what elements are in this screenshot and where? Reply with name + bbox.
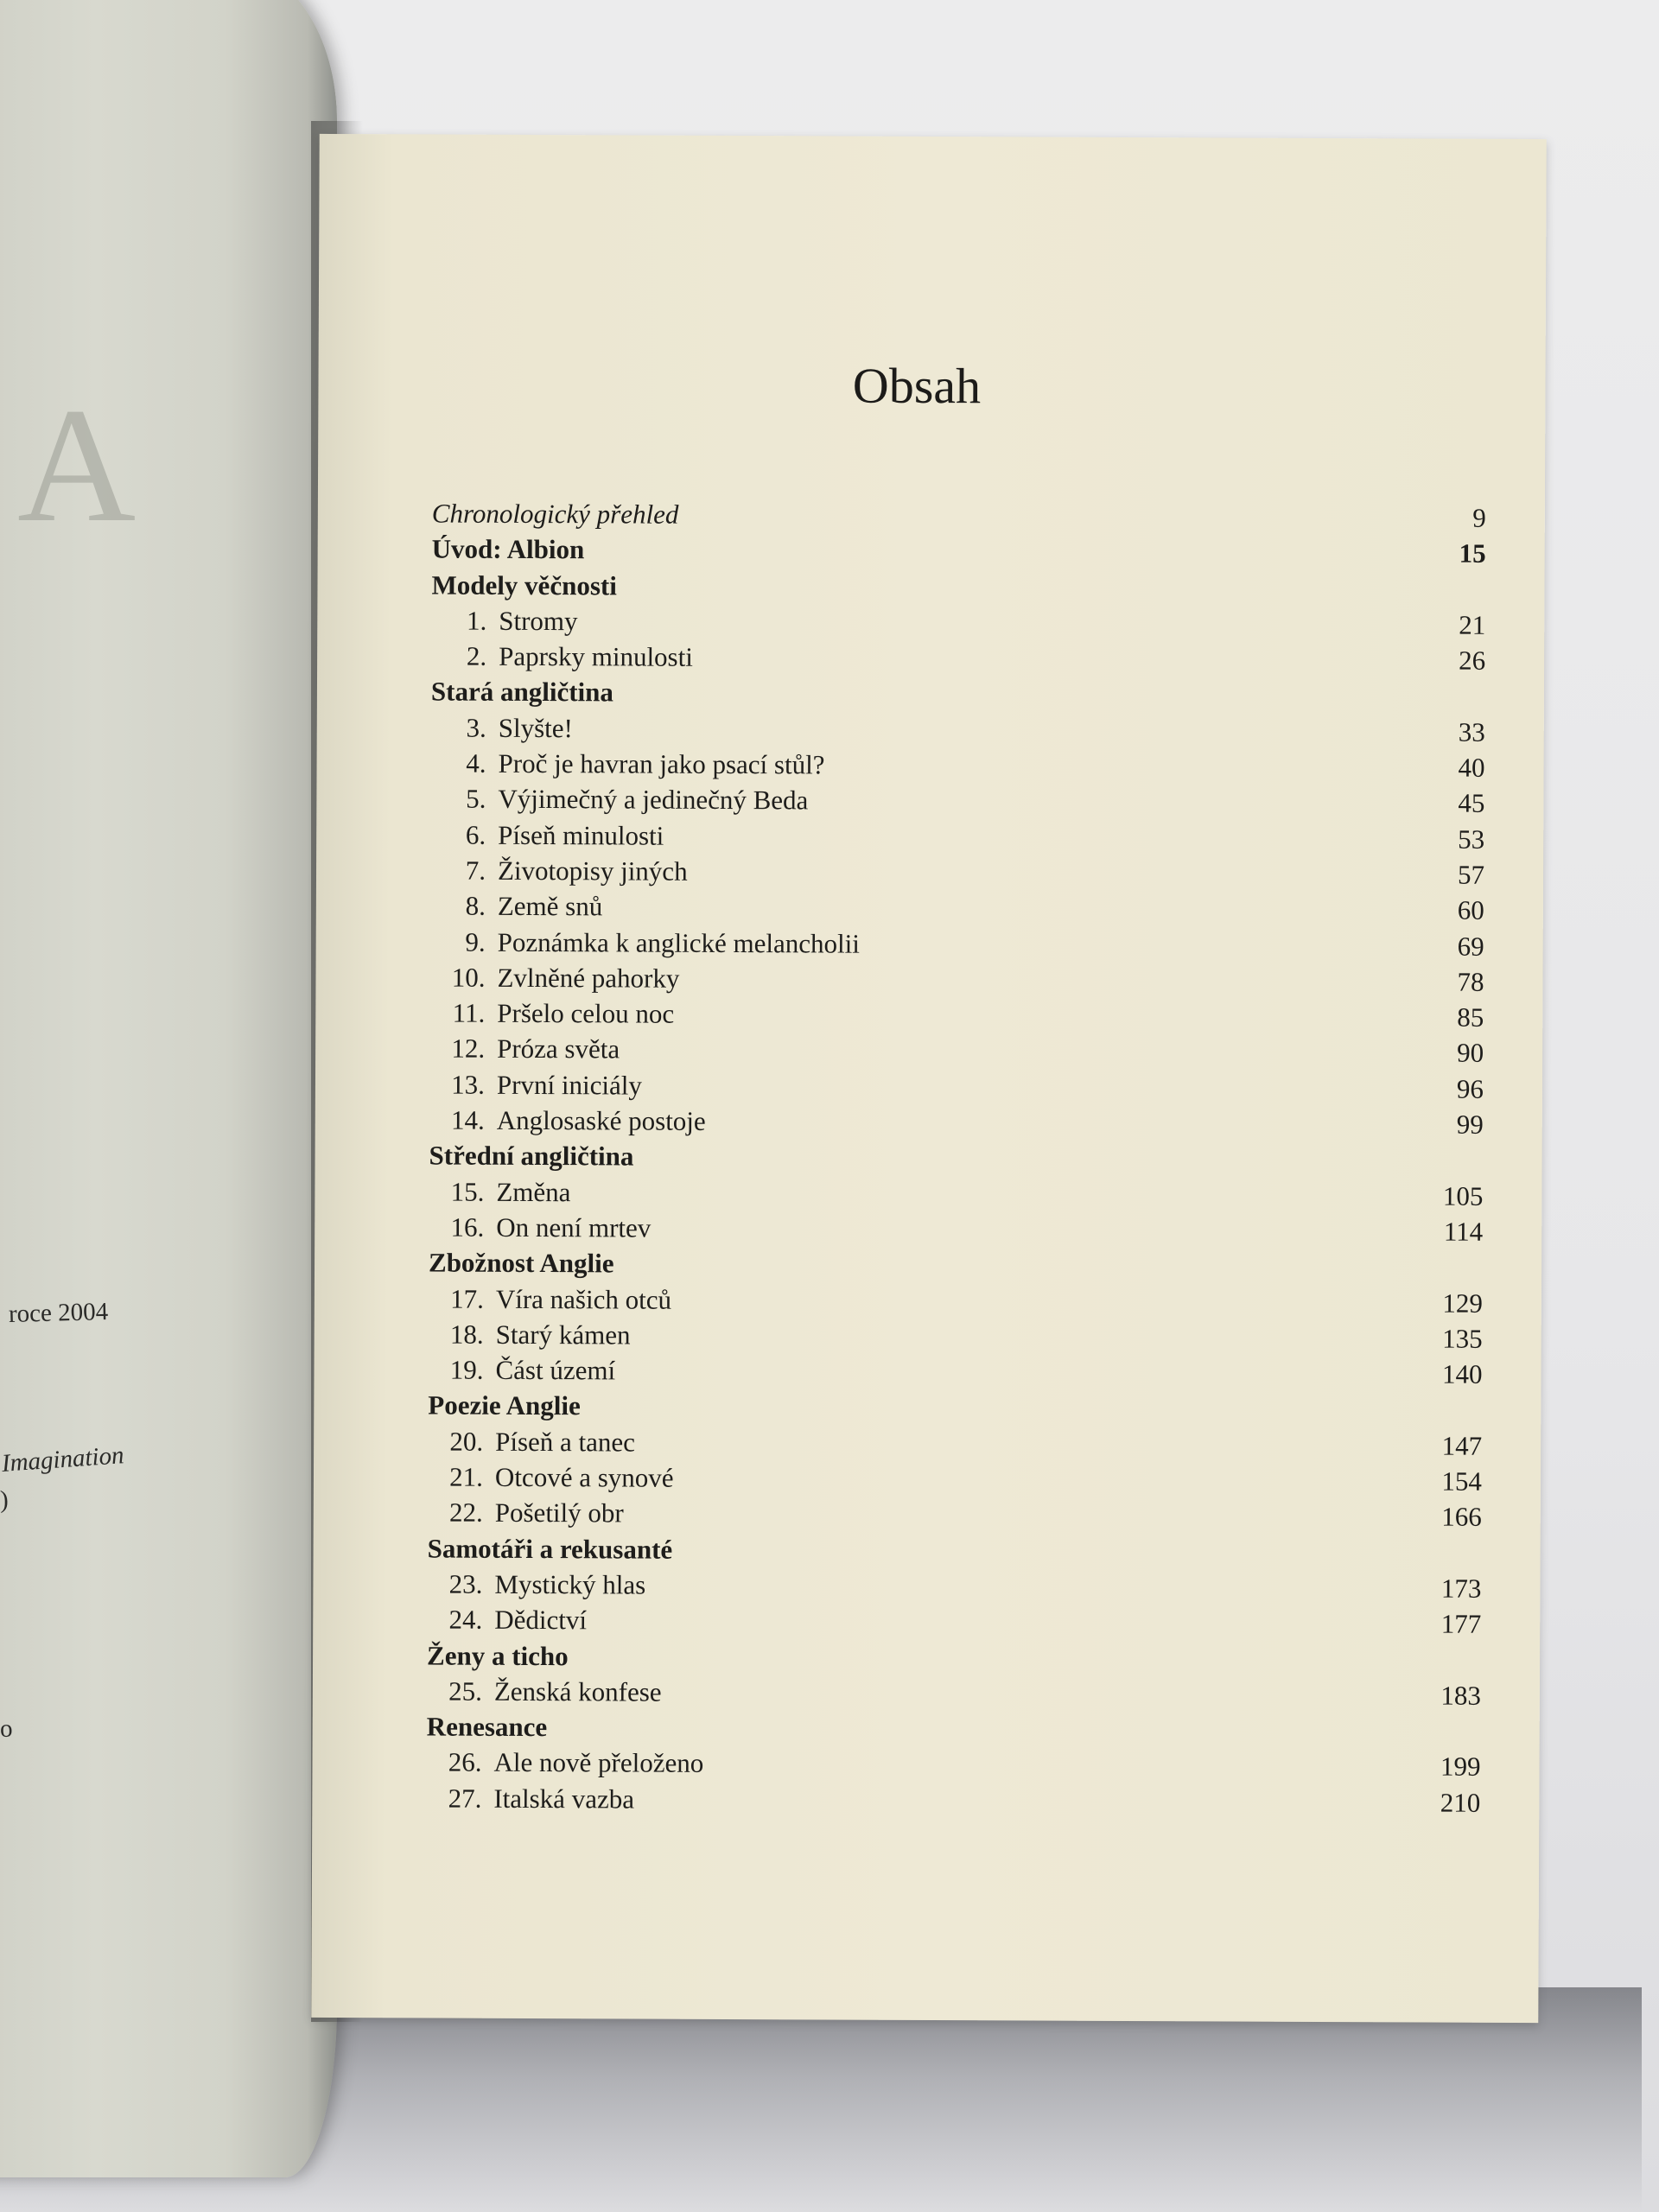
toc-page-number: 99 bbox=[1456, 1109, 1484, 1140]
toc-entry-title: Píseň a tanec bbox=[495, 1426, 636, 1458]
toc-chapter-number: 3. bbox=[466, 712, 486, 743]
toc-page-number: 69 bbox=[1457, 931, 1484, 962]
toc-entry-title: První iniciály bbox=[496, 1069, 642, 1101]
toc-chapter-number: 13. bbox=[451, 1069, 486, 1100]
toc-chapter-row bbox=[430, 746, 1484, 786]
toc-chapter-row bbox=[426, 1780, 1480, 1821]
toc-entry-title: Stará angličtina bbox=[430, 676, 614, 708]
toc-chapter-number: 6. bbox=[465, 819, 486, 850]
table-of-contents bbox=[426, 495, 1486, 1820]
toc-chapter-row bbox=[428, 1423, 1482, 1464]
toc-entry-title: Výjimečný a jedinečný Beda bbox=[498, 784, 809, 816]
toc-chapter-number: 12. bbox=[451, 1033, 486, 1065]
toc-chapter-row bbox=[430, 817, 1484, 857]
toc-entry-title: Slyšte! bbox=[498, 712, 573, 743]
toc-page-number: 140 bbox=[1441, 1358, 1483, 1389]
toc-entry-title: Ale nově přeloženo bbox=[493, 1747, 704, 1779]
toc-entry-title: Mystický hlas bbox=[494, 1568, 646, 1600]
toc-page-number: 105 bbox=[1442, 1180, 1484, 1211]
toc-entry-title: Úvod: Albion bbox=[431, 533, 585, 565]
toc-chapter-number: 19. bbox=[449, 1354, 484, 1385]
page-title: Obsah bbox=[852, 357, 982, 415]
left-page-text-fragment: o bbox=[0, 1714, 13, 1743]
toc-entry-title: Poezie Anglie bbox=[428, 1389, 581, 1421]
toc-chapter-number: 5. bbox=[466, 784, 486, 815]
toc-chapter-number: 24. bbox=[448, 1604, 483, 1635]
toc-chapter-number: 8. bbox=[465, 890, 486, 922]
left-page-text-fragment: Imagination bbox=[0, 1441, 125, 1478]
toc-chapter-number: 22. bbox=[448, 1497, 483, 1529]
toc-page-number: 90 bbox=[1457, 1038, 1484, 1069]
toc-chapter-row bbox=[427, 1602, 1481, 1643]
toc-chapter-row bbox=[430, 781, 1484, 822]
toc-section-heading bbox=[427, 1709, 1481, 1750]
toc-entry-title: Otcové a synové bbox=[494, 1461, 674, 1493]
toc-chapter-row bbox=[429, 995, 1484, 1036]
toc-chapter-row bbox=[429, 1066, 1484, 1107]
toc-entry-title: Próza světa bbox=[497, 1033, 620, 1065]
toc-chapter-row bbox=[429, 959, 1484, 1000]
toc-page-number: 96 bbox=[1456, 1073, 1484, 1104]
left-page bbox=[0, 0, 337, 2177]
toc-page-number: 177 bbox=[1440, 1608, 1482, 1639]
toc-entry-title: Paprsky minulosti bbox=[499, 641, 693, 672]
toc-chapter-row bbox=[426, 1745, 1480, 1785]
toc-chapter-number: 15. bbox=[450, 1176, 485, 1207]
toc-chapter-number: 20. bbox=[449, 1426, 484, 1457]
toc-section-heading bbox=[427, 1637, 1481, 1678]
toc-chapter-number: 4. bbox=[466, 747, 486, 779]
toc-chapter-number: 14. bbox=[450, 1104, 485, 1135]
toc-entry-title: Renesance bbox=[426, 1711, 548, 1743]
left-page-text-fragment: ) bbox=[0, 1485, 10, 1514]
toc-page-number: 135 bbox=[1442, 1323, 1483, 1354]
toc-chapter-row bbox=[428, 1495, 1482, 1535]
toc-page-number: 26 bbox=[1459, 645, 1486, 676]
toc-chapter-row bbox=[429, 1173, 1483, 1214]
toc-entry-title: Zvlněné pahorky bbox=[497, 962, 680, 994]
toc-page-number: 15 bbox=[1459, 537, 1486, 569]
toc-page-number: 78 bbox=[1457, 966, 1484, 997]
toc-chapter-row bbox=[428, 1459, 1482, 1499]
toc-entry-title: Změna bbox=[496, 1176, 571, 1207]
toc-chapter-row bbox=[431, 639, 1485, 679]
toc-chapter-row bbox=[431, 602, 1485, 643]
toc-page-number: 199 bbox=[1440, 1751, 1481, 1783]
toc-entry-title: Víra našich otců bbox=[495, 1283, 672, 1315]
toc-page-number: 60 bbox=[1457, 894, 1484, 926]
toc-chapter-row bbox=[429, 1281, 1483, 1321]
toc-chapter-number: 25. bbox=[448, 1675, 482, 1707]
toc-page-number: 45 bbox=[1458, 788, 1485, 819]
toc-section-heading bbox=[429, 1245, 1483, 1286]
toc-page-number: 21 bbox=[1459, 609, 1486, 640]
toc-entry-title: Ženská konfese bbox=[493, 1675, 662, 1707]
toc-entry-title: Střední angličtina bbox=[429, 1140, 634, 1172]
left-page-ghost-letters: A bbox=[17, 375, 137, 556]
toc-entry-row bbox=[432, 495, 1486, 536]
toc-section-heading bbox=[431, 674, 1485, 715]
toc-chapter-row bbox=[427, 1566, 1481, 1606]
toc-chapter-number: 11. bbox=[452, 997, 486, 1028]
toc-chapter-number: 21. bbox=[449, 1461, 484, 1492]
toc-entry-title: Dědictví bbox=[494, 1605, 588, 1636]
toc-entry-title: Píseň minulosti bbox=[498, 819, 664, 851]
toc-section-heading bbox=[428, 1388, 1482, 1428]
toc-page-number: 9 bbox=[1472, 502, 1486, 533]
toc-entry-title: Samotáři a rekusanté bbox=[427, 1533, 673, 1565]
toc-entry-title: Země snů bbox=[497, 891, 603, 922]
toc-chapter-number: 10. bbox=[451, 962, 486, 993]
left-page-text-fragment: roce 2004 bbox=[8, 1297, 109, 1328]
toc-chapter-number: 2. bbox=[466, 640, 487, 671]
toc-entry-title: Stromy bbox=[499, 605, 578, 637]
toc-page-number: 114 bbox=[1443, 1216, 1484, 1247]
toc-page-number: 40 bbox=[1458, 752, 1485, 783]
toc-entry-title: Anglosaské postoje bbox=[496, 1104, 706, 1136]
toc-page-number: 129 bbox=[1442, 1287, 1483, 1319]
toc-entry-title: Italská vazba bbox=[493, 1783, 635, 1815]
toc-entry-title: Část území bbox=[495, 1354, 616, 1386]
toc-page-number: 166 bbox=[1441, 1501, 1482, 1533]
toc-page-number: 85 bbox=[1457, 1001, 1484, 1033]
toc-page-number: 57 bbox=[1457, 859, 1485, 890]
toc-chapter-number: 17. bbox=[450, 1283, 484, 1314]
toc-section-heading bbox=[431, 567, 1485, 607]
toc-section-heading bbox=[432, 531, 1486, 572]
toc-chapter-number: 7. bbox=[465, 855, 486, 886]
toc-entry-title: Proč je havran jako psací stůl? bbox=[498, 747, 825, 780]
toc-chapter-row bbox=[428, 1352, 1482, 1393]
toc-chapter-number: 23. bbox=[448, 1568, 483, 1599]
toc-chapter-row bbox=[430, 924, 1484, 964]
toc-entry-title: Pošetilý obr bbox=[494, 1497, 624, 1529]
toc-chapter-row bbox=[429, 1209, 1483, 1249]
toc-chapter-row bbox=[429, 1031, 1484, 1071]
toc-chapter-row bbox=[427, 1673, 1481, 1713]
toc-entry-title: Poznámka k anglické melancholii bbox=[497, 926, 860, 959]
toc-chapter-row bbox=[430, 888, 1484, 929]
toc-page-number: 33 bbox=[1458, 716, 1485, 747]
toc-section-heading bbox=[429, 1138, 1484, 1179]
toc-entry-title: Chronologický přehled bbox=[431, 498, 679, 530]
toc-chapter-number: 18. bbox=[449, 1319, 484, 1350]
toc-chapter-number: 16. bbox=[450, 1211, 485, 1243]
toc-chapter-row bbox=[431, 709, 1485, 750]
toc-entry-title: Životopisy jiných bbox=[497, 855, 688, 887]
toc-entry-title: Ženy a ticho bbox=[427, 1639, 569, 1671]
toc-page-number: 210 bbox=[1440, 1787, 1481, 1818]
toc-chapter-row bbox=[430, 852, 1484, 893]
toc-page-number: 183 bbox=[1440, 1680, 1481, 1711]
toc-entry-title: Zbožnost Anglie bbox=[428, 1247, 614, 1279]
toc-entry-title: Pršelo celou noc bbox=[497, 997, 675, 1029]
toc-page-number: 53 bbox=[1458, 823, 1485, 855]
toc-entry-title: On není mrtev bbox=[496, 1211, 652, 1243]
toc-chapter-number: 26. bbox=[448, 1746, 482, 1778]
toc-entry-title: Starý kámen bbox=[495, 1319, 631, 1351]
toc-chapter-row bbox=[429, 1316, 1483, 1357]
toc-page-number: 154 bbox=[1441, 1465, 1483, 1497]
toc-section-heading bbox=[428, 1530, 1482, 1571]
toc-entry-title: Modely věčnosti bbox=[431, 569, 617, 601]
toc-page-number: 147 bbox=[1441, 1430, 1483, 1461]
toc-chapter-number: 9. bbox=[465, 926, 486, 957]
contents-page bbox=[311, 134, 1546, 2023]
toc-chapter-number: 27. bbox=[448, 1783, 482, 1814]
toc-chapter-row bbox=[429, 1103, 1484, 1143]
toc-chapter-number: 1. bbox=[466, 605, 487, 636]
toc-page-number: 173 bbox=[1440, 1573, 1482, 1604]
